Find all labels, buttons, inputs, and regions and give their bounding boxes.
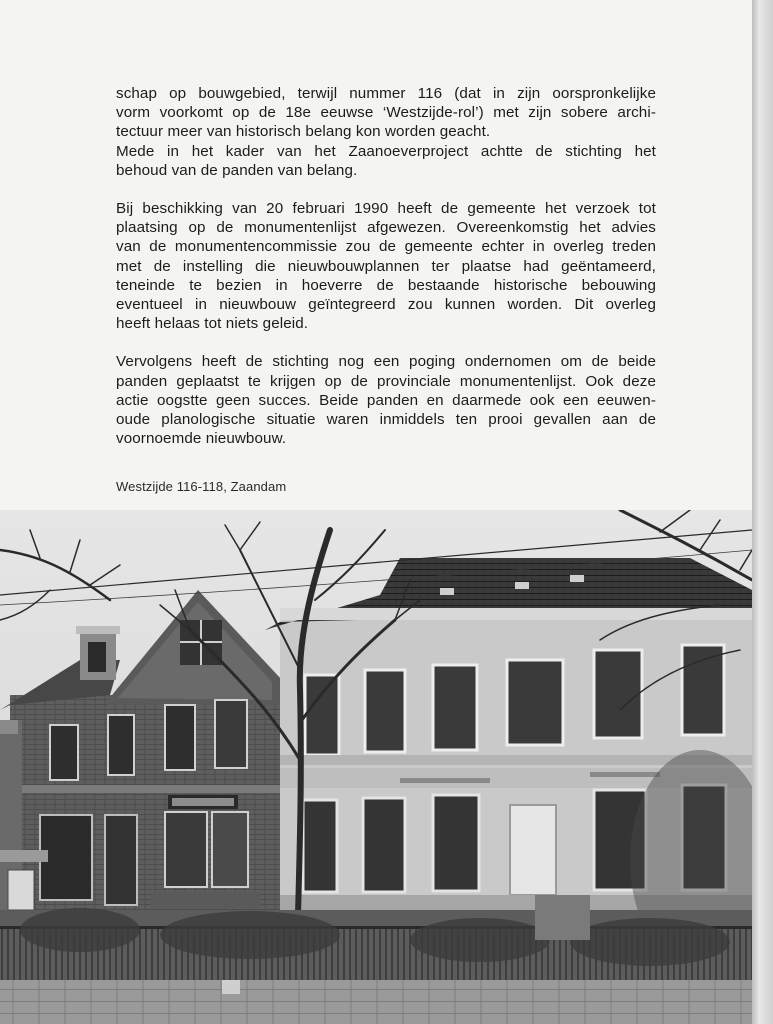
text-line: vorm voorkomt op de 18e eeuwse ‘Westzijde-rol’) met zijn sobere archi- — [116, 104, 656, 122]
text-line: behoud van de panden van belang. — [116, 161, 358, 179]
text-line: met de instelling die nieuwbouwplannen ter plaatse had geëntameerd, — [116, 257, 656, 275]
text-line: panden geplaatst te krijgen op de provinciale monumentenlijst. Ook deze — [116, 372, 656, 390]
photo-caption: Westzijde 116-118, Zaandam — [116, 479, 287, 494]
paragraph-1 — [116, 84, 656, 180]
paragraph-3 — [116, 352, 656, 448]
text-line: Mede in het kader van het Zaanoeverproject achtte de stichting het — [116, 142, 656, 160]
body-text — [116, 84, 656, 467]
text-line: actie oogstte geen succes. Beide panden en daarmede ook een eeuwen- — [116, 391, 656, 409]
page-edge — [752, 0, 773, 1024]
text-line: plaatsing op de monumentenlijst afgewezen. Overeenkomstig het advies — [116, 219, 656, 237]
text-line: heeft helaas tot niets geleid. — [116, 315, 309, 333]
text-line: oude planologische situatie waren inmiddels ten prooi gevallen aan de — [116, 411, 656, 429]
text-line: Bij beschikking van 20 februari 1990 heeft de gemeente het verzoek tot — [116, 200, 656, 218]
building-photograph — [0, 510, 752, 1024]
text-line: Vervolgens heeft de stichting nog een poging ondernomen om de beide — [116, 353, 656, 371]
text-line: schap op bouwgebied, terwijl nummer 116 (dat in zijn oorspronkelijke — [116, 85, 656, 102]
text-line: van de monumentencommissie zou de gemeente echter in overleg treden — [116, 238, 656, 256]
text-line: eventueel in nieuwbouw geïntegreerd zou kunnen worden. Dit overleg — [116, 296, 656, 314]
text-line: voornoemde nieuwbouw. — [116, 430, 287, 448]
paragraph-2 — [116, 199, 656, 333]
text-line: tectuur meer van historisch belang kon worden geacht. — [116, 123, 491, 141]
text-line: teneinde te bezien in hoeverre de bestaande historische bebouwing — [116, 276, 656, 294]
